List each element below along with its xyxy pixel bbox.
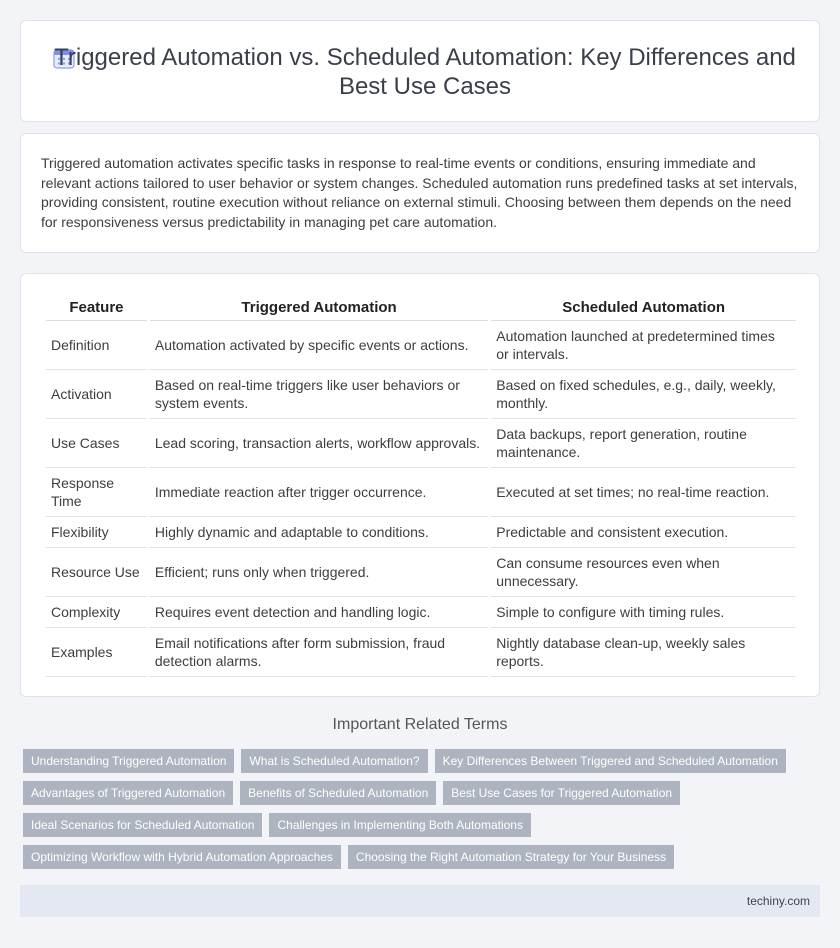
triggered-cell: Lead scoring, transaction alerts, workflow approvals. — [150, 419, 488, 468]
triggered-cell: Highly dynamic and adaptable to conditions. — [150, 517, 488, 548]
feature-cell: Resource Use — [46, 548, 147, 597]
related-term-link[interactable]: Advantages of Triggered Automation — [23, 781, 233, 805]
feature-cell: Activation — [46, 370, 147, 419]
site-name[interactable]: techiny.com — [746, 894, 810, 908]
feature-cell: Examples — [46, 628, 147, 677]
table-row — [46, 597, 796, 628]
related-terms-list — [23, 749, 823, 877]
triggered-cell: Based on real-time triggers like user behaviors or system events. — [150, 370, 488, 419]
scheduled-cell: Simple to configure with timing rules. — [491, 597, 796, 628]
table-row — [46, 628, 796, 677]
comparison-card — [20, 273, 820, 697]
table-row — [46, 517, 796, 548]
table-row — [46, 419, 796, 468]
page-title: Triggered Automation vs. Scheduled Automation: Key Differences and Best Use Cases — [54, 44, 796, 100]
related-term-link[interactable]: Understanding Triggered Automation — [23, 749, 234, 773]
triggered-cell: Requires event detection and handling logic. — [150, 597, 488, 628]
related-term-link[interactable]: Optimizing Workflow with Hybrid Automation Approaches — [23, 845, 341, 869]
header-scheduled: Scheduled Automation — [491, 294, 796, 321]
related-term-link[interactable]: Key Differences Between Triggered and Scheduled Automation — [435, 749, 786, 773]
footer — [20, 885, 820, 917]
scheduled-cell: Predictable and consistent execution. — [491, 517, 796, 548]
scheduled-cell: Data backups, report generation, routine maintenance. — [491, 419, 796, 468]
scheduled-cell: Automation launched at predetermined times or intervals. — [491, 321, 796, 370]
related-term-link[interactable]: Ideal Scenarios for Scheduled Automation — [23, 813, 262, 837]
table-row — [46, 370, 796, 419]
intro-card — [20, 133, 820, 253]
header-triggered: Triggered Automation — [150, 294, 488, 321]
table-row — [46, 548, 796, 597]
related-term-link[interactable]: Choosing the Right Automation Strategy for Your Business — [348, 845, 674, 869]
related-term-link[interactable]: What is Scheduled Automation? — [241, 749, 427, 773]
feature-cell: Definition — [46, 321, 147, 370]
table-row — [46, 468, 796, 517]
scheduled-cell: Can consume resources even when unnecessary. — [491, 548, 796, 597]
triggered-cell: Email notifications after form submission, fraud detection alarms. — [150, 628, 488, 677]
header-card — [20, 20, 820, 122]
feature-cell: Complexity — [46, 597, 147, 628]
triggered-cell: Efficient; runs only when triggered. — [150, 548, 488, 597]
feature-cell: Response Time — [46, 468, 147, 517]
related-term-link[interactable]: Benefits of Scheduled Automation — [240, 781, 436, 805]
related-term-link[interactable]: Best Use Cases for Triggered Automation — [443, 781, 680, 805]
feature-cell: Flexibility — [46, 517, 147, 548]
intro-paragraph: Triggered automation activates specific tasks in response to real-time events or conditions, ensuring immediate and relevant actions tailored to user behavior or system changes. Scheduled automation runs predefined tasks at set intervals, providing consistent, routine execution without reliance on external stimuli. Choosing between them depends on the need for responsiveness versus predictability in managing pet care automation. — [41, 155, 798, 230]
scheduled-cell: Based on fixed schedules, e.g., daily, weekly, monthly. — [491, 370, 796, 419]
related-terms-heading: Important Related Terms — [332, 716, 508, 733]
triggered-cell: Automation activated by specific events or actions. — [150, 321, 488, 370]
table-row — [46, 321, 796, 370]
triggered-cell: Immediate reaction after trigger occurrence. — [150, 468, 488, 517]
scheduled-cell: Executed at set times; no real-time reaction. — [491, 468, 796, 517]
comparison-table — [43, 294, 799, 677]
feature-cell: Use Cases — [46, 419, 147, 468]
scheduled-cell: Nightly database clean-up, weekly sales reports. — [491, 628, 796, 677]
header-feature: Feature — [46, 294, 147, 321]
related-term-link[interactable]: Challenges in Implementing Both Automations — [269, 813, 530, 837]
